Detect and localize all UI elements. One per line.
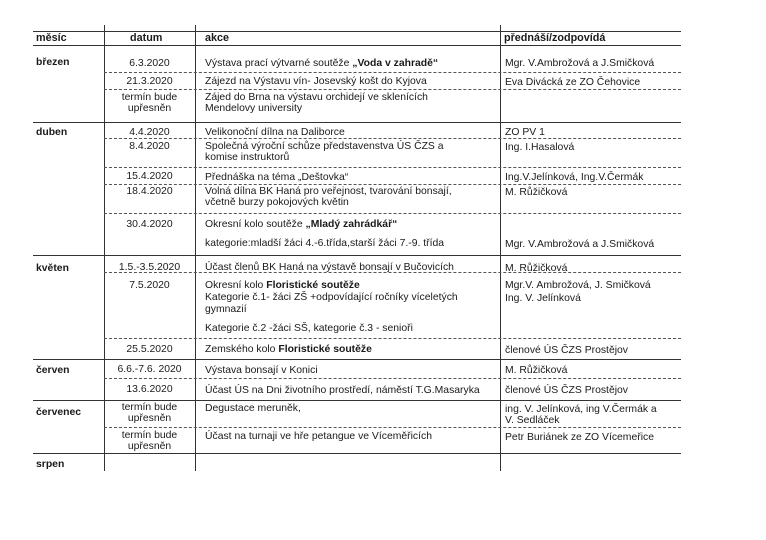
event-action: Degustace meruněk,: [205, 403, 301, 414]
row-separator: [104, 338, 681, 339]
event-action: Kategorie č.1- žáci ZŠ +odpovídající ročníky víceletých: [205, 292, 458, 303]
row-separator: [104, 72, 681, 73]
row-separator: [104, 138, 681, 139]
month-separator: [33, 453, 681, 454]
event-action: gymnazií: [205, 304, 247, 315]
event-date: upřesněn: [127, 441, 172, 452]
event-action: Volná dílna BK Haná pro veřejnost, tvarování bonsají,: [205, 186, 452, 197]
row-separator: [104, 184, 681, 185]
month-separator: [33, 400, 681, 401]
event-speaker: ing. V. Jelínková, ing V.Čermák a: [505, 404, 657, 415]
row-separator: [104, 167, 681, 168]
event-action: Okresní kolo soutěže „Mladý zahrádkář“: [205, 219, 398, 230]
event-date: 8.4.2020: [129, 141, 170, 152]
month-label: červen: [36, 365, 70, 376]
event-action: kategorie:mladší žáci 4.-6.třída,starší žáci 7.-9. třída: [205, 238, 445, 249]
event-action: Mendelovy university: [205, 103, 303, 114]
header-action: akce: [205, 32, 230, 44]
event-date: 30.4.2020: [126, 219, 173, 230]
event-action: včetně burzy pokojových květin: [205, 197, 349, 208]
month-separator: [33, 359, 681, 360]
event-speaker: Mgr.V. Ambrožová, J. Smičková: [505, 280, 651, 291]
month-separator: [33, 255, 681, 256]
header-month: měsíc: [36, 32, 67, 44]
event-speaker: M. Růžičková: [505, 263, 568, 274]
header-date: datum: [130, 32, 163, 44]
event-action: Účast na turnaji ve hře petangue ve Víceměřicích: [205, 431, 432, 442]
event-date: termín bude: [121, 402, 178, 413]
event-action: Výstava bonsají v Konici: [205, 365, 318, 376]
month-label: květen: [36, 263, 69, 274]
event-speaker: Ing. I.Hasalová: [505, 142, 575, 153]
row-separator: [104, 427, 681, 428]
event-action: Velikonoční dílna na Daliborce: [205, 127, 345, 138]
event-date: 15.4.2020: [126, 171, 173, 182]
event-action: Kategorie č.2 -žáci SŠ, kategorie č.3 - senioři: [205, 323, 413, 334]
event-speaker: Eva Divácká ze ZO Čehovice: [505, 77, 641, 88]
event-speaker: M. Růžičková: [505, 187, 568, 198]
event-action: Přednáška na téma „Deštovka“: [205, 172, 349, 183]
header-speaker: přednáší/zodpovídá: [504, 32, 606, 44]
header-bottom-border: [33, 45, 681, 46]
event-action: Okresní kolo Floristické soutěže: [205, 280, 360, 291]
event-date: 25.5.2020: [126, 344, 173, 355]
event-speaker: Ing.V.Jelínková, Ing.V.Čermák: [505, 172, 644, 183]
event-speaker: V. Sedláček: [505, 415, 560, 426]
event-action: Zájezd na Výstavu vín- Josevský košt do Kyjova: [205, 76, 427, 87]
event-action: Zemského kolo Floristické soutěže: [205, 344, 372, 355]
month-separator: [33, 122, 681, 123]
event-date: 7.5.2020: [129, 280, 170, 291]
event-speaker: členové ÚS ČZS Prostějov: [505, 345, 629, 356]
event-speaker: Mgr. V.Ambrožová a J.Smičková: [505, 239, 655, 250]
row-separator: [104, 378, 681, 379]
column-divider: [500, 25, 501, 471]
event-speaker: M. Růžičková: [505, 365, 568, 376]
month-label: duben: [36, 127, 68, 138]
event-action: Zájed do Brna na výstavu orchidejí ve sklenících: [205, 92, 428, 103]
event-speaker: Petr Buriánek ze ZO Vícemeřice: [505, 432, 654, 443]
event-date: 18.4.2020: [126, 186, 173, 197]
event-date: termín bude: [121, 92, 178, 103]
event-date: 4.4.2020: [129, 127, 170, 138]
event-action: komise instruktorů: [205, 152, 290, 163]
event-action: Účast ÚS na Dni životního prostředí, náměstí T.G.Masaryka: [205, 385, 480, 396]
column-divider: [195, 25, 196, 471]
event-date: 13.6.2020: [126, 384, 173, 395]
event-speaker: členové ÚS ČZS Prostějov: [505, 385, 629, 396]
month-label: březen: [36, 57, 70, 68]
event-action: Společná výroční schůze představenstva ÚS ČZS a: [205, 141, 444, 152]
row-separator: [104, 89, 681, 90]
event-date: upřesněn: [127, 103, 172, 114]
event-speaker: Ing. V. Jelínková: [505, 293, 581, 304]
event-speaker: Mgr. V.Ambrožová a J.Smičková: [505, 58, 655, 69]
event-date: 21.3.2020: [126, 76, 173, 87]
row-separator: [104, 213, 681, 214]
event-action: Výstava prací výtvarné soutěže „Voda v zahradě“: [205, 58, 439, 69]
event-date: 1.5.-3.5.2020: [118, 262, 181, 273]
month-label: srpen: [36, 459, 65, 470]
event-date: upřesněn: [127, 413, 172, 424]
month-label: červenec: [36, 407, 82, 418]
event-date: 6.3.2020: [129, 58, 170, 69]
event-date: 6.6.-7.6. 2020: [117, 364, 182, 375]
event-speaker: ZO PV 1: [505, 127, 545, 138]
event-date: termín bude: [121, 430, 178, 441]
event-action: Účast členů BK Haná na výstavě bonsají v Bučovicích: [205, 262, 454, 273]
